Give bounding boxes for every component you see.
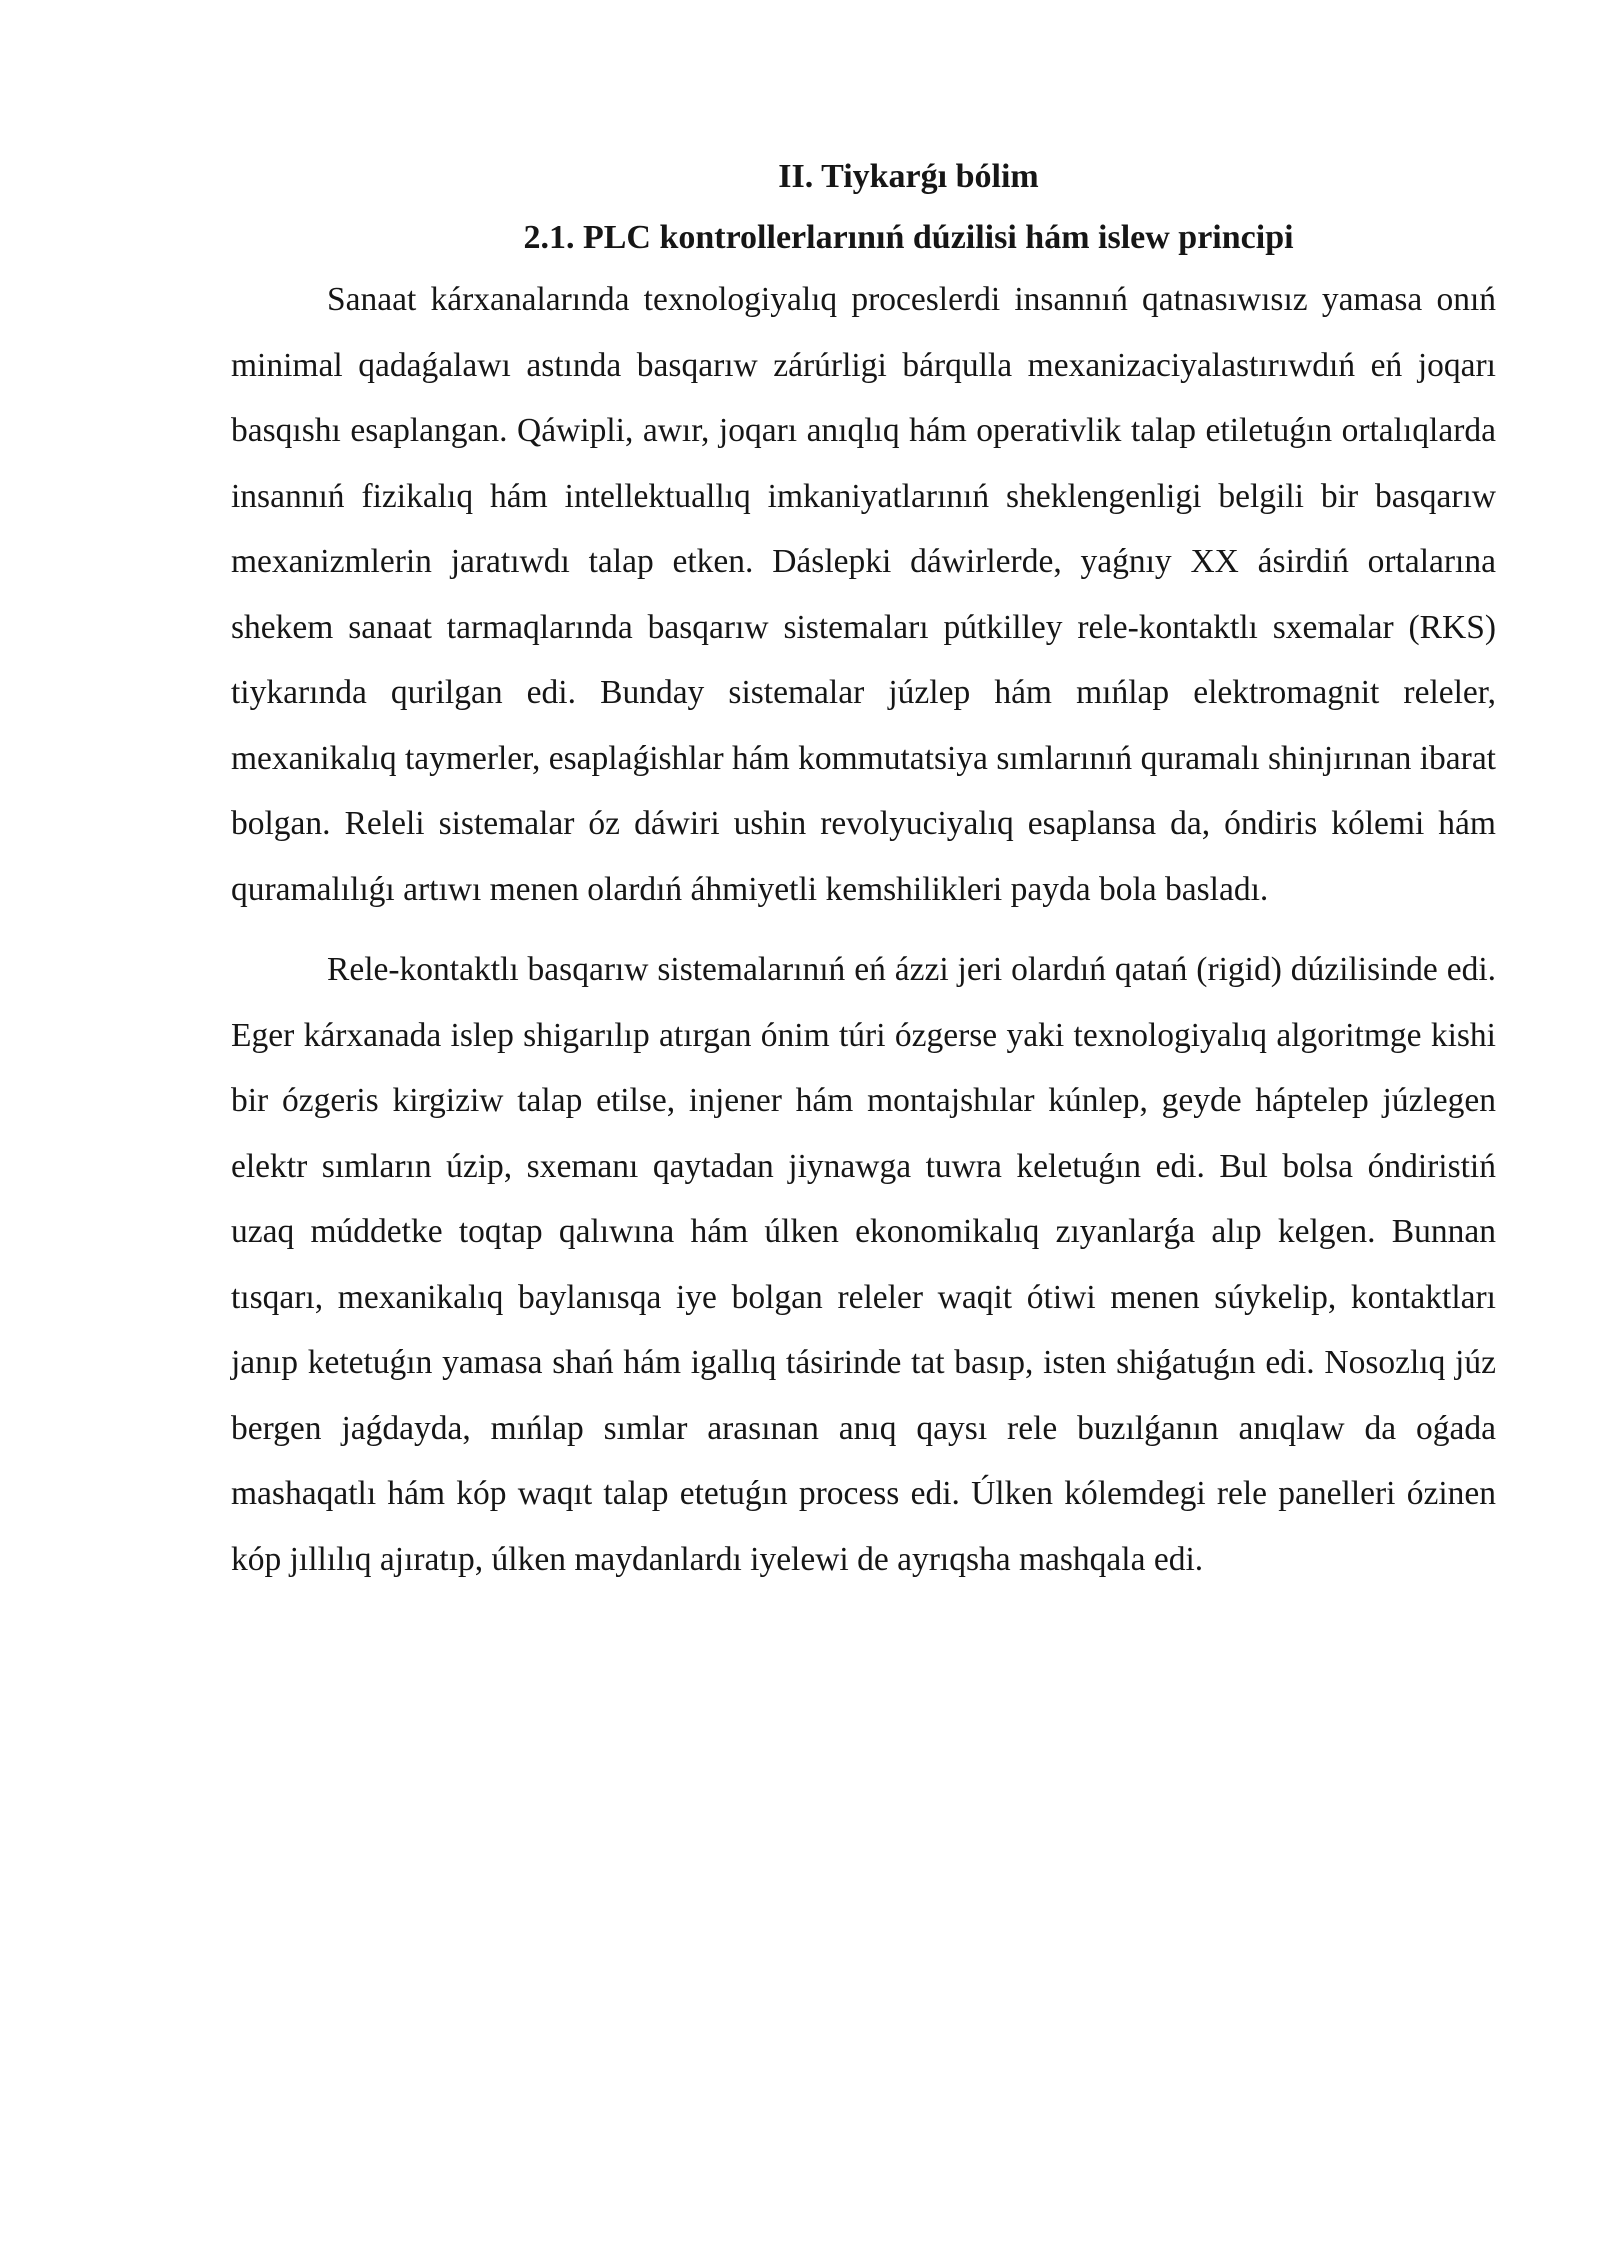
section-title: II. Tiykarǵı bólim: [778, 158, 1039, 195]
body-paragraph-1: Sanaat kárxanalarında texnologiyalıq proceslerdi insannıń qatnasıwısız yamasa onıń minimal qadaǵalawı astında basqarıw zárúrligi bárqulla mexanizaciyalastırıwdıń eń joqarı basqıshı esaplangan. Qáwipli, awır, joqarı anıqlıq hám operativlik talap etiletuǵın ortalıqlarda insannıń fizikalıq hám intellektuallıq imkaniyatlarınıń sheklengenligi belgili bir basqarıw mexanizmlerin jaratıwdı talap etken. Dáslepki dáwirlerde, yaǵnıy XX ásirdiń ortalarına shekem sanaat tarmaqlarında basqarıw sistemaları pútkilley rele-kontaktlı sxemalar (RKS) tiykarında qurilgan edi. Bunday sistemalar júzlep hám mıńlap elektromagnit releler, mexanikalıq taymerler, esaplaǵishlar hám kommutatsiya sımlarınıń quramalı shinjırınan ibarat bolgan. Releli sistemalar óz dáwiri ushin revolyuciyalıq esaplansa da, óndiris kólemi hám quramalılıǵı artıwı menen olardıń áhmiyetli kemshilikleri payda bola basladı.: [231, 281, 1496, 908]
body-paragraph-2: Rele-kontaktlı basqarıw sistemalarınıń eń ázzi jeri olardıń qatań (rigid) dúzilisinde edi. Eger kárxanada islep shigarılıp atırgan ónim túri ózgerse yaki texnologiyalıq algoritmge kishi bir ózgeris kirgiziw talap etilse, injener hám montajshılar kúnlep, geyde háptelep júzlegen elektr sımların úzip, sxemanı qaytadan jiynawga tuwra keletuǵın edi. Bul bolsa óndiristiń uzaq múddetke toqtap qalıwına hám úlken ekonomikalıq zıyanlarǵa alıp kelgen. Bunnan tısqarı, mexanikalıq baylanısqa iye bolgan releler waqit ótiwi menen súykelip, kontaktları janıp ketetuǵın yamasa shań hám igallıq tásirinde tat basıp, isten shiǵatuǵın edi. Nosozlıq júz bergen jaǵdayda, mıńlap sımlar arasınan anıq qaysı rele buzılǵanın anıqlaw da oǵada mashaqatlı hám kóp waqıt talap etetuǵın process edi. Úlken kólemdegi rele panelleri ózinen kóp jıllılıq ajıratıp, úlken maydanlardı iyelewi de ayrıqsha mashqala edi.: [231, 951, 1496, 1578]
page-content: [231, 150, 1496, 1592]
subsection-title: 2.1. PLC kontrollerlarınıń dúzilisi hám islew principi: [523, 219, 1294, 256]
